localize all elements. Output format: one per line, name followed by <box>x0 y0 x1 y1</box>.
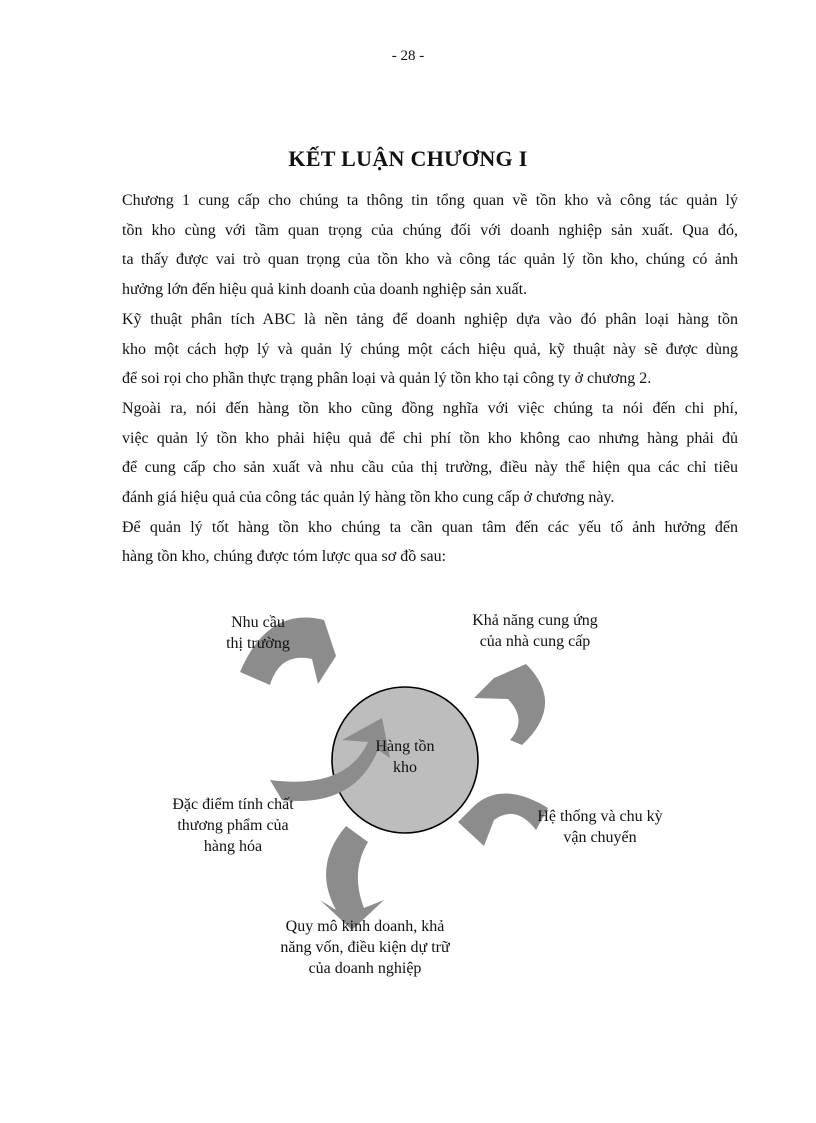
label-market-demand: Nhu cầu thị trường <box>226 614 290 652</box>
body-text <box>122 186 738 572</box>
paragraph-line: Kỹ thuật phân tích ABC là nền tảng để doanh nghiệp dựa vào đó phân loại hàng tồn <box>122 310 738 328</box>
paragraph-line: để cung cấp cho sản xuất và nhu cầu của thị trường, điều này thể hiện qua các chỉ tiêu <box>122 459 738 477</box>
paragraph-line: tồn kho cùng với tầm quan trọng của chúng đối với doanh nghiệp sản xuất. Qua đó, <box>122 221 738 239</box>
label-product-characteristics: Đặc điểm tính chất thương phẩm của hàng hóa <box>172 796 294 855</box>
center-label: Hàng tồn kho <box>375 738 435 776</box>
chapter-title: KẾT LUẬN CHƯƠNG I <box>288 146 528 171</box>
paragraph-line: Chương 1 cung cấp cho chúng ta thông tin tổng quan về tồn kho và công tác quản lý <box>122 192 738 209</box>
paragraph-line: Để quản lý tốt hàng tồn kho chúng ta cần quan tâm đến các yếu tố ảnh hưởng đến <box>122 518 738 536</box>
paragraph-line: để soi rọi cho phần thực trạng phân loại và quản lý tồn kho tại công ty ở chương 2. <box>122 370 652 388</box>
label-transport-system: Hệ thống và chu kỳ vận chuyển <box>537 808 663 846</box>
inventory-factors-diagram <box>0 590 816 990</box>
paragraph-line: việc quản lý tồn kho phải hiệu quả để chi phí tồn kho không cao nhưng hàng phải đủ <box>122 429 738 447</box>
page-number: - 28 - <box>391 48 425 64</box>
paragraph-line: hàng tồn kho, chúng được tóm lược qua sơ đồ sau: <box>122 548 447 566</box>
arrow-supplier <box>474 664 545 745</box>
paragraph-line: hưởng lớn đến hiệu quả kinh doanh của doanh nghiệp sản xuất. <box>122 281 528 299</box>
label-supplier-capacity: Khả năng cung ứng của nhà cung cấp <box>472 612 598 650</box>
paragraph-line: đánh giá hiệu quả của công tác quản lý hàng tồn kho cung cấp ở chương này. <box>122 489 615 507</box>
paragraph-line: ta thấy được vai trò quan trọng của tồn kho và công tác quản lý tồn kho, chúng có ảnh <box>122 251 738 269</box>
paragraph-line: kho một cách hợp lý và quản lý chúng một cách hiệu quả, kỹ thuật này sẽ được dùng <box>122 340 738 358</box>
paragraph-line: Ngoài ra, nói đến hàng tồn kho cũng đồng nghĩa với việc chúng ta nói đến chi phí, <box>122 399 738 417</box>
arrow-business-scale <box>320 826 384 930</box>
label-business-scale: Quy mô kinh doanh, khả năng vốn, điều kiện dự trữ của doanh nghiệp <box>280 918 450 977</box>
